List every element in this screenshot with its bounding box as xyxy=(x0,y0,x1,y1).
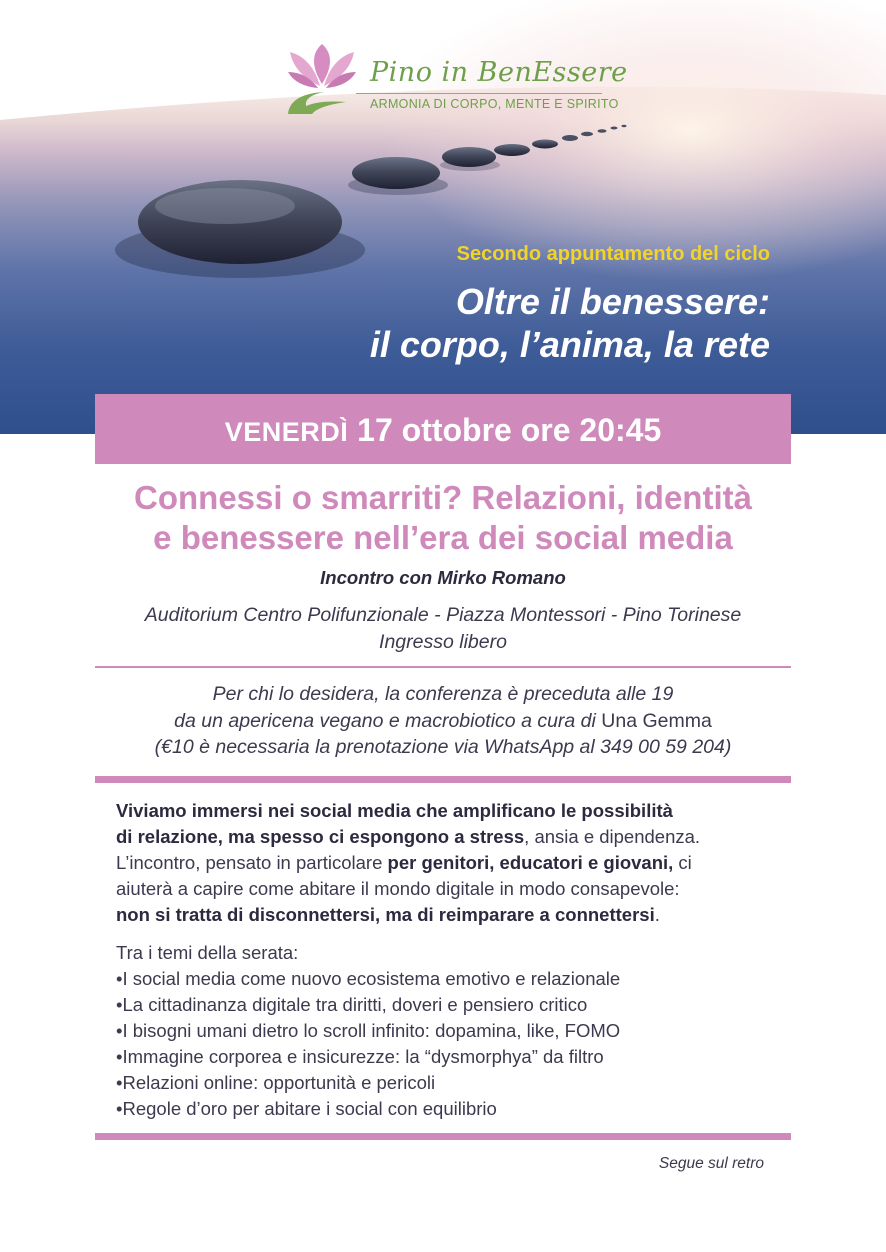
logo-divider xyxy=(356,93,602,94)
title-line-2: il corpo, l’anima, la rete xyxy=(369,324,770,365)
continued-note: Segue sul retro xyxy=(658,1155,764,1172)
desc-text-3: ci xyxy=(673,852,692,873)
desc-bold-1: Viviamo immersi nei social media che amplificano le possibilità xyxy=(116,800,673,821)
logo-tagline: ARMONIA DI CORPO, MENTE E SPIRITO xyxy=(370,97,619,111)
venue-info xyxy=(0,602,886,656)
logo-name: Pino in BenEssere xyxy=(370,57,628,88)
list-item: •I bisogni umani dietro lo scroll infinito: dopamina, like, FOMO xyxy=(116,1020,621,1041)
caterer-name: Una Gemma xyxy=(601,709,712,732)
speaker-line: Incontro con Mirko Romano xyxy=(320,567,566,588)
date-banner xyxy=(95,394,791,464)
list-item: •I social media come nuovo ecosistema emotivo e relazionale xyxy=(116,968,621,989)
date-day: VENERDÌ xyxy=(224,417,349,447)
venue-address: Auditorium Centro Polifunzionale - Piazza Montessori - Pino Torinese xyxy=(144,604,742,626)
cycle-label: Secondo appuntamento del ciclo xyxy=(456,243,770,265)
title-line-1: Oltre il benessere: xyxy=(455,281,770,322)
event-headline xyxy=(40,478,846,558)
venue-entry: Ingresso libero xyxy=(379,631,507,653)
date-time: 17 ottobre ore 20:45 xyxy=(357,412,662,448)
desc-line-1 xyxy=(116,798,796,824)
desc-bold-3: per genitori, educatori e giovani, xyxy=(387,852,674,873)
list-item: •La cittadinanza digitale tra diritti, doveri e pensiero critico xyxy=(116,994,588,1015)
event-description xyxy=(116,798,796,928)
divider-thick-top xyxy=(95,776,791,783)
divider-thin xyxy=(95,666,791,668)
event-series-title xyxy=(370,280,770,366)
headline-line-2: e benessere nell’era dei social media xyxy=(153,519,733,556)
desc-bold-2: di relazione, ma spesso ci espongono a stress xyxy=(116,826,525,847)
desc-text-5: . xyxy=(654,904,660,925)
topics-list xyxy=(116,940,796,1122)
desc-line-2 xyxy=(116,824,796,850)
desc-line-5 xyxy=(116,902,796,928)
list-item: •Immagine corporea e insicurezze: la “dysmorphya” da filtro xyxy=(116,1046,604,1067)
desc-line-4: aiuterà a capire come abitare il mondo digitale in modo consapevole: xyxy=(116,878,680,899)
desc-bold-4: non si tratta di disconnettersi, ma di reimparare a connettersi xyxy=(116,904,655,925)
headline-line-1: Connessi o smarriti? Relazioni, identità xyxy=(134,479,752,516)
dinner-line-2-text: da un apericena vegano e macrobiotico a cura di xyxy=(174,709,602,732)
dinner-notes xyxy=(0,681,886,761)
list-item: •Relazioni online: opportunità e pericoli xyxy=(116,1072,436,1093)
dinner-line-3: (€10 è necessaria la prenotazione via WhatsApp al 349 00 59 204) xyxy=(154,736,732,758)
list-item: •Regole d’oro per abitare i social con equilibrio xyxy=(116,1098,497,1119)
divider-thick-bottom xyxy=(95,1133,791,1140)
dinner-line-2 xyxy=(0,708,886,735)
desc-line-3 xyxy=(116,850,796,876)
desc-text-2: L’incontro, pensato in particolare xyxy=(116,852,388,873)
desc-text-1: , ansia e dipendenza. xyxy=(524,826,701,847)
topics-intro: Tra i temi della serata: xyxy=(116,942,299,963)
dinner-line-1: Per chi lo desidera, la conferenza è preceduta alle 19 xyxy=(212,683,674,705)
